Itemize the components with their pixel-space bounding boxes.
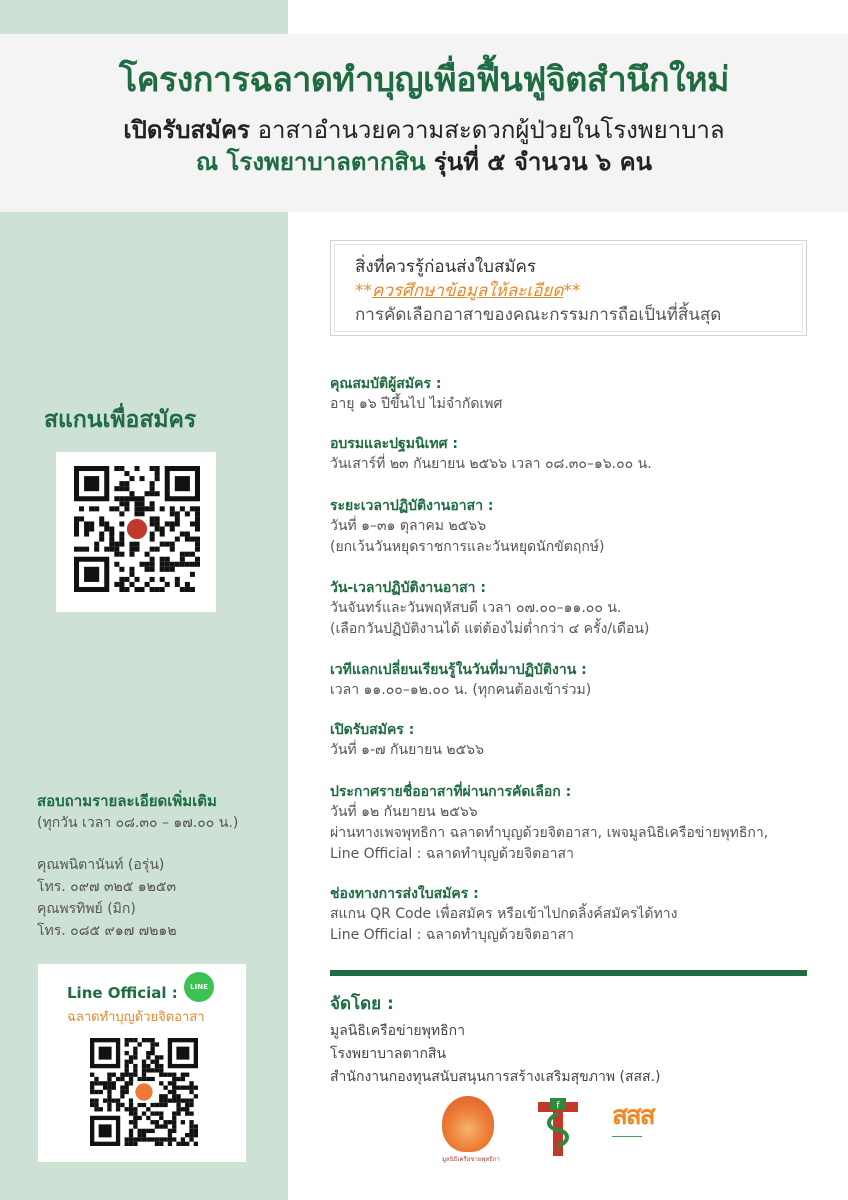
notice-heading: สิ่งที่ควรรู้ก่อนส่งใบสมัคร xyxy=(355,257,537,277)
organizer-divider xyxy=(330,970,807,976)
notice-final-decision: การคัดเลือกอาสาของคณะกรรมการถือเป็นที่สิ้นสุด xyxy=(355,305,722,325)
section-value: ผ่านทางเพจพุทธิกา ฉลาดทำบุญด้วยจิตอาสา, เพจมูลนิธิเครือข่ายพุทธิกา, xyxy=(330,825,769,841)
line-official-name: ฉลาดทำบุญด้วยจิตอาสา xyxy=(67,1010,205,1025)
info-section xyxy=(330,434,810,475)
thaihealth-tagline: ━━━━━━━━━━ xyxy=(612,1134,643,1140)
lotus-flame-icon xyxy=(442,1096,494,1152)
organizer-item: สำนักงานกองทุนสนับสนุนการสร้างเสริมสุขภาพ (สสส.) xyxy=(330,1069,661,1085)
contact-info xyxy=(37,790,238,942)
scan-to-apply-title: สแกนเพื่อสมัคร xyxy=(44,407,197,433)
organizer-item: มูลนิธิเครือข่ายพุทธิกา xyxy=(330,1023,465,1039)
thaihealth-wordmark: สสส xyxy=(612,1101,654,1131)
register-qr-code[interactable] xyxy=(74,466,200,592)
contact-title: สอบถามรายละเอียดเพิ่มเติม xyxy=(37,792,217,810)
contact-hours: (ทุกวัน เวลา ๐๘.๓๐ – ๑๗.๐๐ น.) xyxy=(37,815,239,831)
section-heading: ระยะเวลาปฏิบัติงานอาสา : xyxy=(330,498,494,514)
contact-phone-2[interactable]: โทร. ๐๘๕ ๙๑๗ ๗๒๑๒ xyxy=(37,923,177,939)
notice-box xyxy=(330,240,807,336)
info-section xyxy=(330,782,810,865)
section-value: วันจันทร์และวันพฤหัสบดี เวลา ๐๗.๐๐–๑๑.๐๐ น. xyxy=(330,600,622,616)
section-heading: ประกาศรายชื่ออาสาที่ผ่านการคัดเลือก : xyxy=(330,784,572,800)
section-value: (ยกเว้นวันหยุดราชการและวันหยุดนักขัตฤกษ์) xyxy=(330,539,605,555)
section-heading: อบรมและปฐมนิเทศ : xyxy=(330,436,458,452)
section-heading: เวทีแลกเปลี่ยนเรียนรู้ในวันที่มาปฏิบัติงาน : xyxy=(330,662,587,678)
section-value: วันที่ ๑–๓๑ ตุลาคม ๒๕๖๖ xyxy=(330,518,487,534)
section-value: วันที่ ๑๒ กันยายน ๒๕๖๖ xyxy=(330,804,478,820)
line-app-icon: LINE xyxy=(184,972,214,1002)
info-section xyxy=(330,578,810,640)
taksin-hospital-logo xyxy=(536,1098,580,1166)
section-value: Line Official : ฉลาดทำบุญด้วยจิตอาสา xyxy=(330,927,574,943)
organizer-item: โรงพยาบาลตากสิน xyxy=(330,1046,447,1062)
section-value: Line Official : ฉลาดทำบุญด้วยจิตอาสา xyxy=(330,846,574,862)
contact-person-2: คุณพรทิพย์ (มิก) xyxy=(37,901,136,917)
hospital-cross-icon xyxy=(536,1098,580,1166)
section-value: เวลา ๑๑.๐๐–๑๒.๐๐ น. (ทุกคนต้องเข้าร่วม) xyxy=(330,682,592,698)
subtitle-line-1 xyxy=(0,114,848,146)
hospital-name: ณ โรงพยาบาลตากสิน xyxy=(195,148,426,176)
section-heading: วัน-เวลาปฏิบัติงานอาสา : xyxy=(330,580,487,596)
register-qr-card[interactable] xyxy=(56,452,216,612)
page-title: โครงการฉลาดทำบุญเพื่อฟื้นฟูจิตสำนึกใหม่ xyxy=(119,60,729,100)
buddhika-caption: มูลนิธิเครือข่ายพุทธิกา xyxy=(442,1156,500,1163)
thaihealth-logo xyxy=(612,1098,664,1164)
buddhika-logo xyxy=(430,1096,512,1166)
info-section xyxy=(330,660,810,701)
section-value: อายุ ๑๖ ปีขึ้นไป ไม่จำกัดเพศ xyxy=(330,396,503,412)
contact-person-1: คุณพนิตานันท์ (อรุ่น) xyxy=(37,857,165,873)
batch-info: รุ่นที่ ๕ จำนวน ๖ คน xyxy=(425,148,653,176)
svg-text:f: f xyxy=(556,1101,560,1111)
line-official-card[interactable] xyxy=(38,964,246,1162)
info-section xyxy=(330,374,810,415)
organizer-title: จัดโดย : xyxy=(330,994,394,1014)
info-section xyxy=(330,496,810,558)
line-official-label: Line Official : xyxy=(67,984,178,1002)
subtitle-rest: อาสาอำนวยความสะดวกผู้ป่วยในโรงพยาบาล xyxy=(249,116,725,144)
section-heading: คุณสมบัติผู้สมัคร : xyxy=(330,376,442,392)
subtitle-line-2 xyxy=(0,146,848,178)
section-value: สแกน QR Code เพื่อสมัคร หรือเข้าไปกดลิ้งค์สมัครได้ทาง xyxy=(330,906,678,922)
info-section xyxy=(330,884,810,946)
section-value: วันเสาร์ที่ ๒๓ กันยายน ๒๕๖๖ เวลา ๐๘.๓๐–๑๖.๐๐ น. xyxy=(330,456,652,472)
subtitle-bold: เปิดรับสมัคร xyxy=(123,116,250,144)
line-qr-code[interactable] xyxy=(90,1038,198,1146)
info-section xyxy=(330,720,810,761)
organizer-list xyxy=(330,1020,661,1089)
section-value: (เลือกวันปฏิบัติงานได้ แต่ต้องไม่ต่ำกว่า ๔ ครั้ง/เดือน) xyxy=(330,621,650,637)
section-heading: เปิดรับสมัคร : xyxy=(330,722,415,738)
header-banner xyxy=(0,34,848,212)
notice-warning: **ควรศึกษาข้อมูลให้ละเอียด** xyxy=(355,281,581,301)
section-value: วันที่ ๑-๗ กันยายน ๒๕๖๖ xyxy=(330,742,484,758)
section-heading: ช่องทางการส่งใบสมัคร : xyxy=(330,886,479,902)
notice-warning-link: ควรศึกษาข้อมูลให้ละเอียด xyxy=(372,281,564,301)
contact-phone-1[interactable]: โทร. ๐๙๗ ๓๒๕ ๑๒๕๓ xyxy=(37,879,177,895)
